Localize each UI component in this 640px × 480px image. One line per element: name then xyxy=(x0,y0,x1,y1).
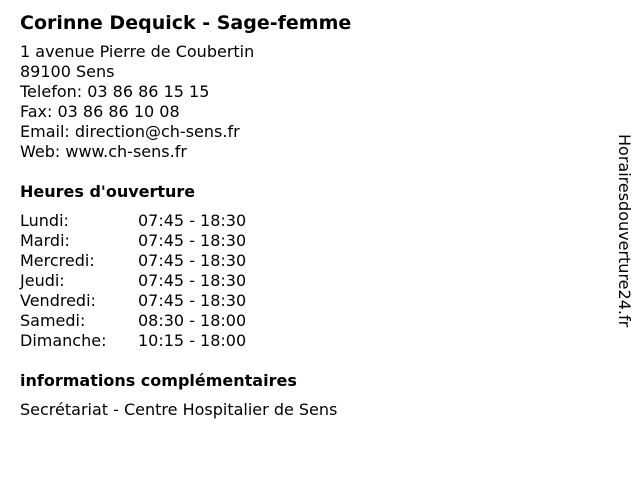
hours-row-wednesday xyxy=(20,251,600,271)
page-title: Corinne Dequick - Sage-femme xyxy=(20,12,352,34)
hours-row-sunday xyxy=(20,331,600,351)
hours-row-thursday xyxy=(20,271,600,291)
time-range: 07:45 - 18:30 xyxy=(138,271,247,290)
day-label: Lundi: xyxy=(20,211,69,230)
day-label: Mercredi: xyxy=(20,251,95,270)
time-range: 10:15 - 18:00 xyxy=(138,331,247,350)
day-label: Samedi: xyxy=(20,311,86,330)
additional-info-heading: informations complémentaires xyxy=(20,371,297,390)
contact-block xyxy=(20,42,600,162)
address-line-2: 89100 Sens xyxy=(20,62,115,81)
day-label: Dimanche: xyxy=(20,331,107,350)
time-range: 08:30 - 18:00 xyxy=(138,311,247,330)
email-line: Email: direction@ch-sens.fr xyxy=(20,122,240,141)
hours-row-tuesday xyxy=(20,231,600,251)
address-line-1: 1 avenue Pierre de Coubertin xyxy=(20,42,255,61)
day-label: Jeudi: xyxy=(20,271,65,290)
phone-line: Telefon: 03 86 86 15 15 xyxy=(20,82,210,101)
hours-row-monday xyxy=(20,211,600,231)
time-range: 07:45 - 18:30 xyxy=(138,211,247,230)
fax-line: Fax: 03 86 86 10 08 xyxy=(20,102,180,121)
opening-hours-table xyxy=(20,211,600,351)
opening-hours-heading: Heures d'ouverture xyxy=(20,182,196,201)
additional-info-text: Secrétariat - Centre Hospitalier de Sens xyxy=(20,400,338,419)
day-label: Vendredi: xyxy=(20,291,96,310)
hours-row-saturday xyxy=(20,311,600,331)
time-range: 07:45 - 18:30 xyxy=(138,231,247,250)
listing-card xyxy=(20,10,600,420)
web-line: Web: www.ch-sens.fr xyxy=(20,142,187,161)
brand-watermark: Horairesdouverture24.fr xyxy=(615,134,634,328)
time-range: 07:45 - 18:30 xyxy=(138,291,247,310)
hours-row-friday xyxy=(20,291,600,311)
day-label: Mardi: xyxy=(20,231,70,250)
time-range: 07:45 - 18:30 xyxy=(138,251,247,270)
